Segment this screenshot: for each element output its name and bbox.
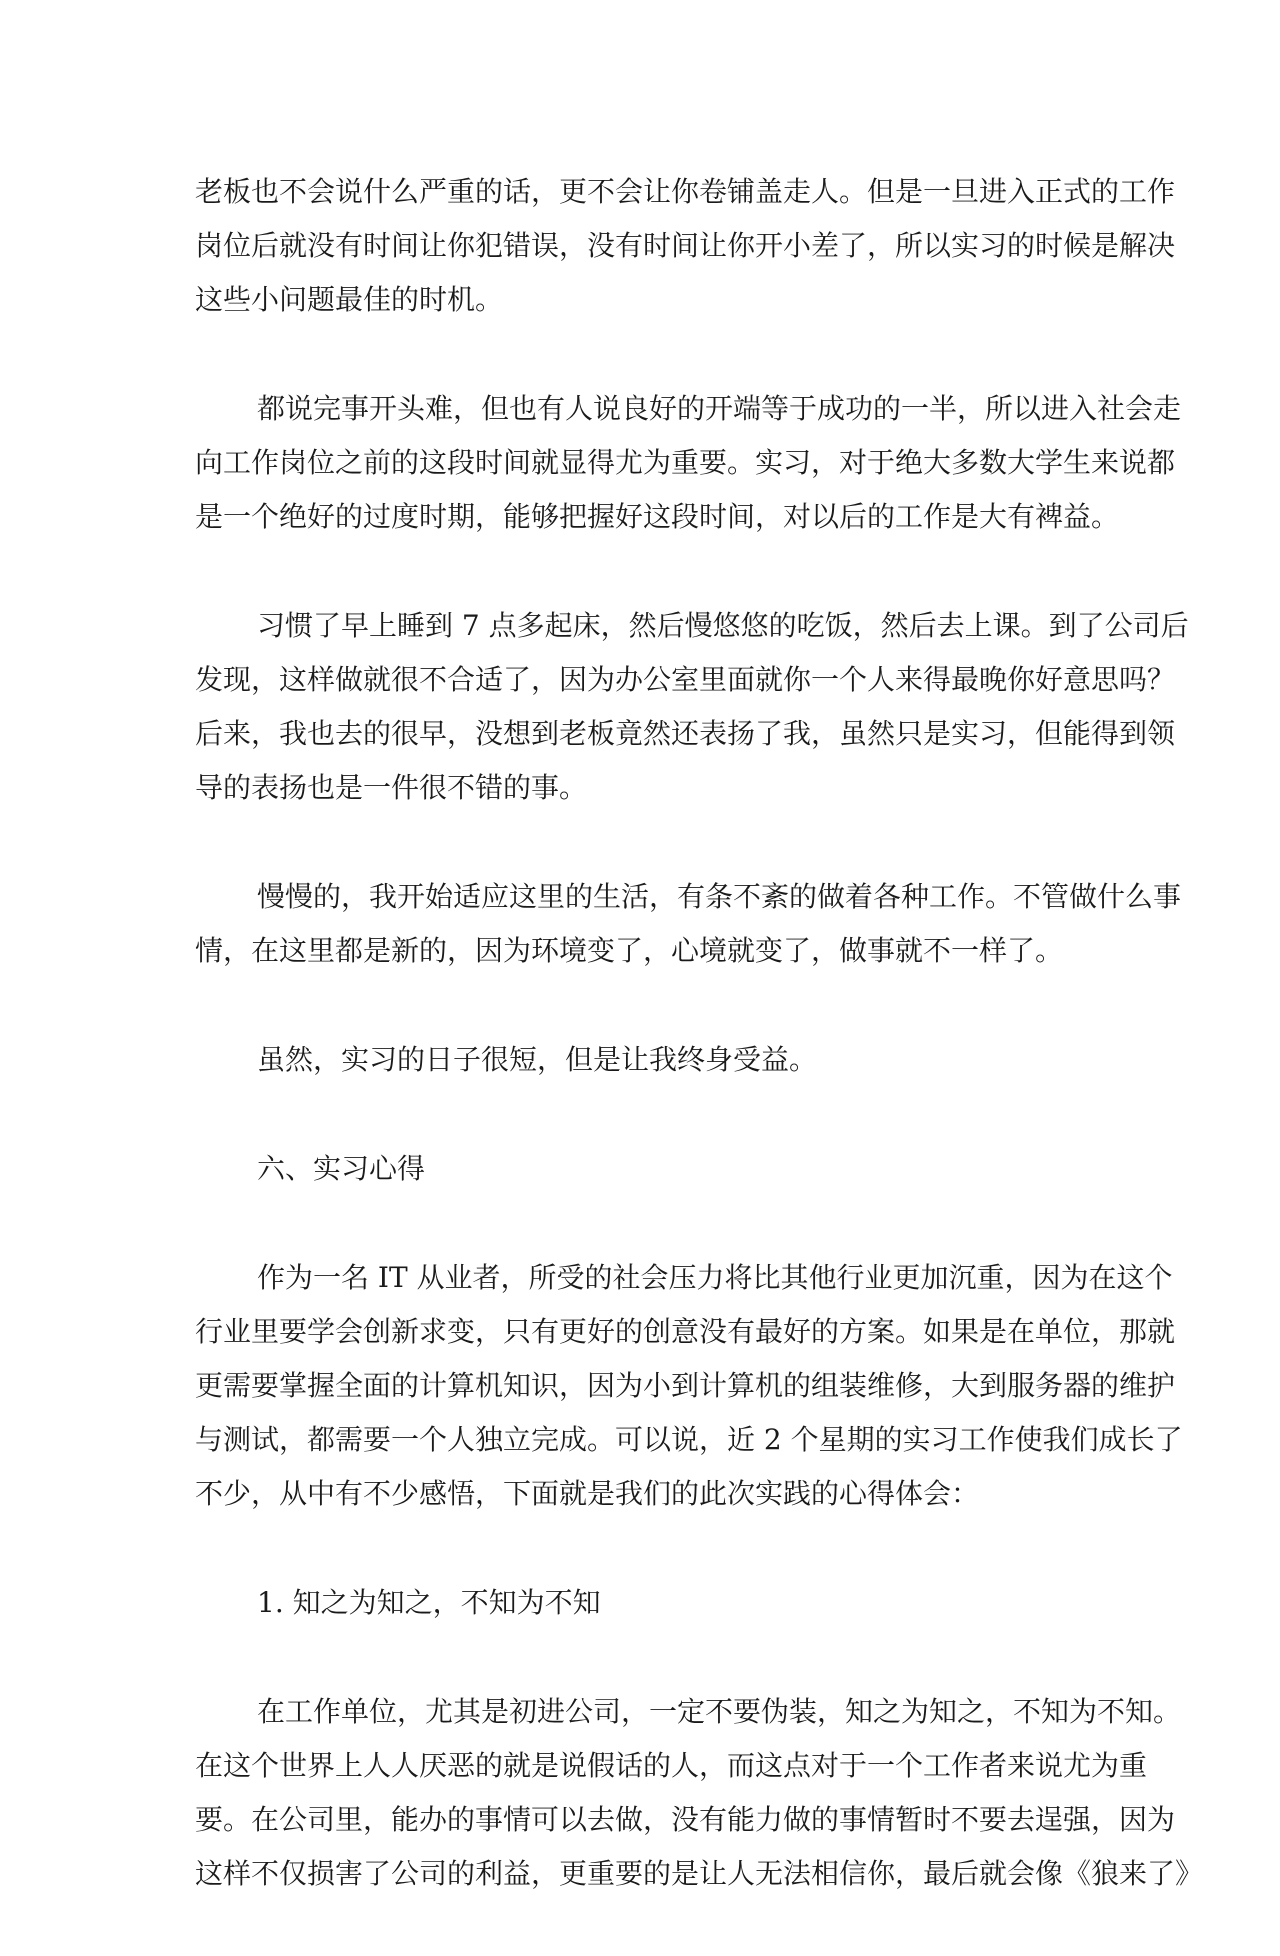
text-line: 在工作单位，尤其是初进公司，一定不要伪装，知之为知之，不知为不知。 [257,1695,1182,1728]
text-line: 这样不仅损害了公司的利益，更重要的是让人无法相信你，最后就会像《狼来了》 [195,1857,1204,1890]
paragraph [195,1685,1204,1901]
text-line: 不少，从中有不少感悟，下面就是我们的此次实践的心得体会： [195,1477,980,1510]
text-line: 发现，这样做就很不合适了，因为办公室里面就你一个人来得最晚你好意思吗？ [195,663,1176,696]
paragraph [195,870,1182,978]
text-line: 作为一名 IT 从业者，所受的社会压力将比其他行业更加沉重，因为在这个 [257,1261,1173,1294]
text-line: 六、实习心得 [257,1152,426,1185]
text-line: 后来，我也去的很早，没想到老板竟然还表扬了我，虽然只是实习，但能得到领 [195,717,1176,750]
paragraph [195,1251,1183,1521]
text-line: 在这个世界上人人厌恶的就是说假话的人，而这点对于一个工作者来说尤为重 [195,1749,1148,1782]
paragraph [195,165,1176,327]
paragraph [195,382,1182,544]
text-line: 是一个绝好的过度时期，能够把握好这段时间，对以后的工作是大有裨益。 [195,500,1120,533]
text-line: 向工作岗位之前的这段时间就显得尤为重要。实习，对于绝大多数大学生来说都 [195,446,1176,479]
paragraph [195,1033,1095,1087]
text-line: 情，在这里都是新的，因为环境变了，心境就变了，做事就不一样了。 [195,934,1064,967]
text-line: 岗位后就没有时间让你犯错误，没有时间让你开小差了，所以实习的时候是解决 [195,229,1176,262]
text-line: 虽然，实习的日子很短，但是让我终身受益。 [257,1043,818,1076]
text-line: 与测试，都需要一个人独立完成。可以说，近 2 个星期的实习工作使我们成长了 [195,1423,1183,1456]
text-line: 1. 知之为知之，不知为不知 [257,1586,601,1619]
text-line: 更需要掌握全面的计算机知识，因为小到计算机的组装维修，大到服务器的维护 [195,1369,1176,1402]
text-line: 都说完事开头难，但也有人说良好的开端等于成功的一半，所以进入社会走 [257,392,1182,425]
text-line: 慢慢的，我开始适应这里的生活，有条不紊的做着各种工作。不管做什么事 [257,880,1182,913]
text-line: 导的表扬也是一件很不错的事。 [195,771,588,804]
text-line: 行业里要学会创新求变，只有更好的创意没有最好的方案。如果是在单位，那就 [195,1315,1176,1348]
paragraph [195,599,1189,815]
text-line: 老板也不会说什么严重的话，更不会让你卷铺盖走人。但是一旦进入正式的工作 [195,175,1176,208]
paragraph [195,1576,1095,1630]
document-page [195,165,1204,1956]
paragraph [195,1142,1095,1196]
text-line: 要。在公司里，能办的事情可以去做，没有能力做的事情暂时不要去逞强，因为 [195,1803,1176,1836]
text-line: 习惯了早上睡到 7 点多起床，然后慢悠悠的吃饭，然后去上课。到了公司后 [257,609,1189,642]
text-line: 这些小问题最佳的时机。 [195,283,504,316]
